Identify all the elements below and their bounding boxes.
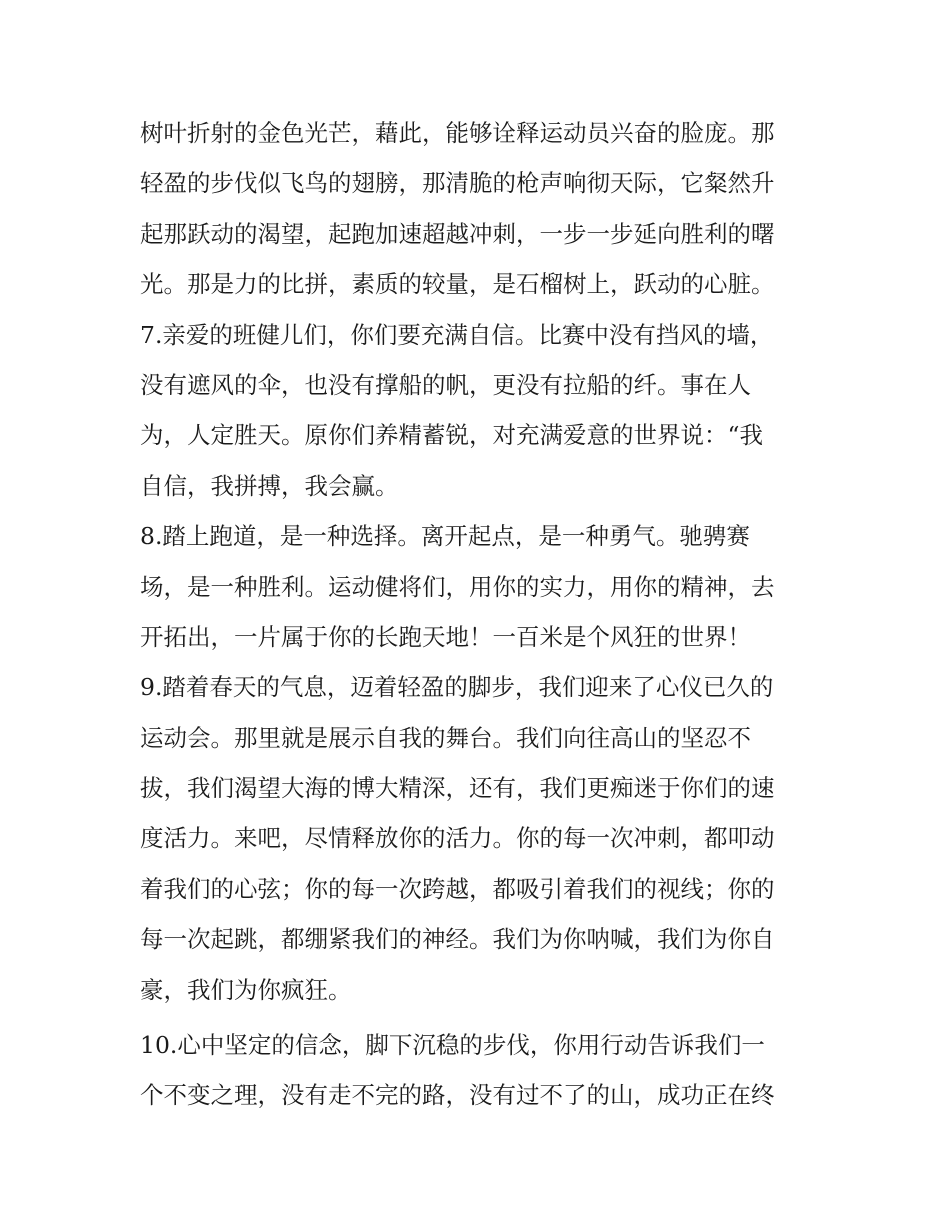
text-line: 树叶折射的金色光芒，藉此，能够诠释运动员兴奋的脸庞。那 [140,119,775,147]
body-text [140,108,820,1121]
text-line: 10.心中坚定的信念，脚下沉稳的步伐，你用行动告诉我们一 [140,1031,765,1060]
text-line: 开拓出，一片属于你的长跑天地！一百米是个风狂的世界！ [140,622,751,651]
text-line: 豪，我们为你疯狂。 [140,975,352,1004]
text-line: 度活力。来吧，尽情释放你的活力。你的每一次冲刺，都叩动 [140,824,775,853]
text-line: 自信，我拼搏，我会赢。 [140,471,399,500]
text-line: 拔，我们渴望大海的博大精深，还有，我们更痴迷于你们的速 [140,774,775,803]
text-line: 着我们的心弦；你的每一次跨越，都吸引着我们的视线；你的 [140,874,775,903]
text-line: 每一次起跳，都绷紧我们的神经。我们为你呐喊，我们为你自 [140,925,775,954]
text-line: 个不变之理，没有走不完的路，没有过不了的山，成功正在终 [140,1081,775,1110]
text-line: 9.踏着春天的气息，迈着轻盈的脚步，我们迎来了心仪已久的 [140,673,774,702]
text-line: 8.踏上跑道，是一种选择。离开起点，是一种勇气。驰骋赛 [140,522,750,551]
text-line: 7.亲爱的班健儿们，你们要充满自信。比赛中没有挡风的墙， [140,320,774,349]
text-line: 没有遮风的伞，也没有撑船的帆，更没有拉船的纤。事在人 [140,370,751,399]
text-line: 轻盈的步伐似飞鸟的翅膀，那清脆的枪声响彻天际，它粲然升 [140,169,775,198]
text-line: 运动会。那里就是展示自我的舞台。我们向往高山的坚忍不 [140,723,751,752]
text-line: 光。那是力的比拼，素质的较量，是石榴树上，跃动的心脏。 [140,270,775,299]
text-line: 为，人定胜天。原你们养精蓄锐，对充满爱意的世界说：“我 [140,421,764,450]
text-line: 起那跃动的渴望，起跑加速超越冲刺，一步一步延向胜利的曙 [140,219,775,248]
text-line: 场，是一种胜利。运动健将们，用你的实力，用你的精神，去 [140,572,775,601]
